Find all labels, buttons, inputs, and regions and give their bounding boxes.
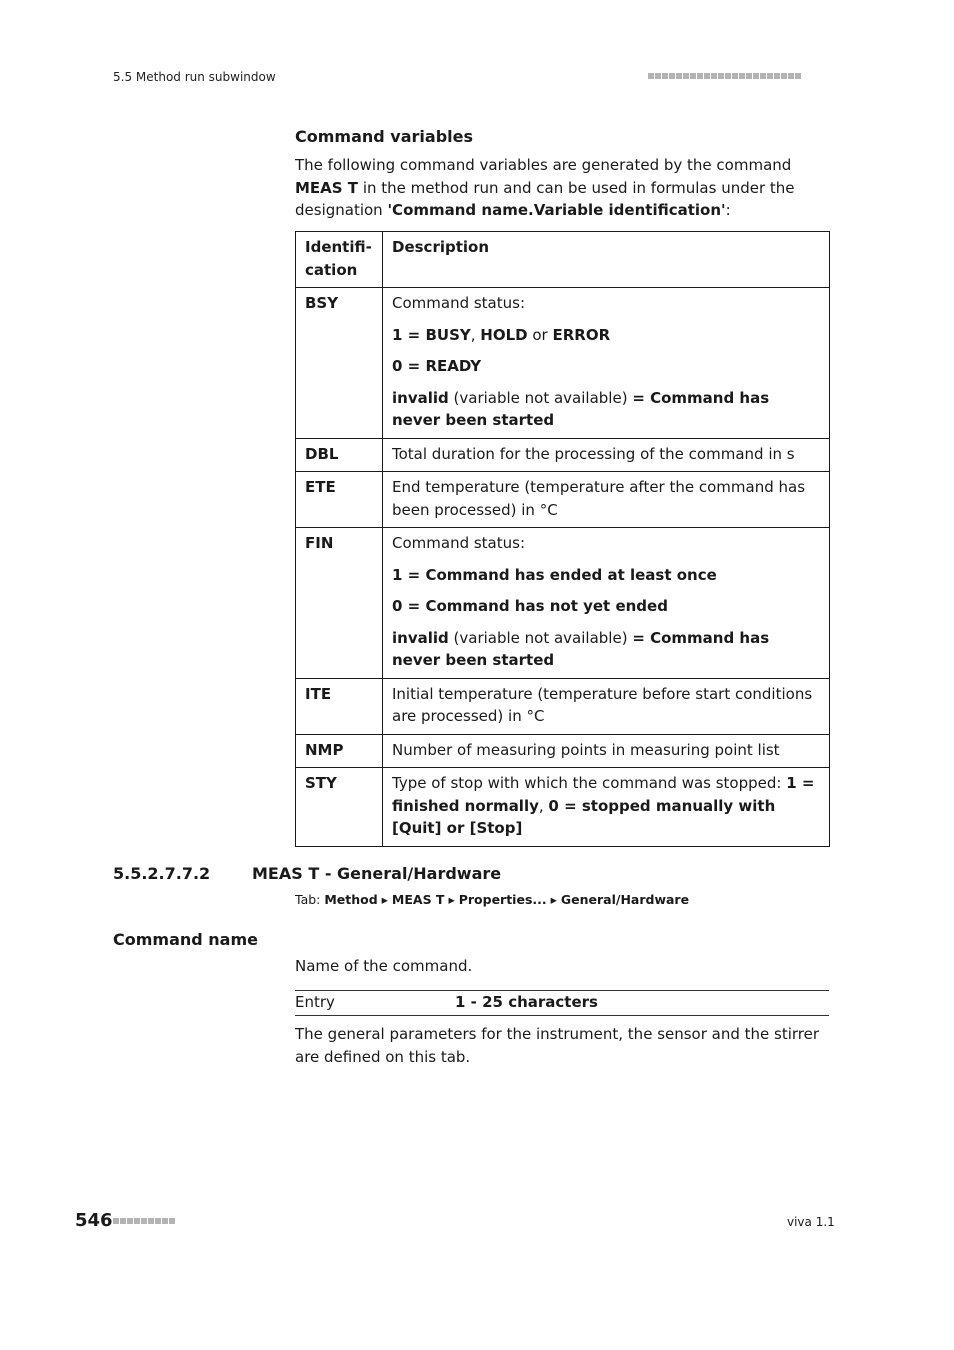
cell-id-dbl: DBL (296, 438, 383, 472)
command-variables-heading: Command variables (295, 127, 473, 146)
column-header-description: Description (383, 232, 830, 288)
table-row-ete (296, 472, 830, 528)
section-title: MEAS T - General/Hardware (252, 864, 502, 883)
header-decoration (648, 73, 801, 79)
table-row-ite (296, 678, 830, 734)
entry-label: Entry (295, 993, 335, 1011)
command-variables-table (295, 231, 830, 847)
cell-id-fin: FIN (296, 528, 383, 679)
cell-desc-fin: Command status: 1 = Command has ended at least once 0 = Command has not yet ended invalid (variable not available) = Command has never been started (383, 528, 830, 679)
cell-id-nmp: NMP (296, 734, 383, 768)
cell-id-ite: ITE (296, 678, 383, 734)
column-header-identification: Identifi-cation (296, 232, 383, 288)
entry-value: 1 - 25 characters (455, 993, 598, 1011)
table-header-row (296, 232, 830, 288)
cell-desc-ite: Initial temperature (temperature before start conditions are processed) in °C (383, 678, 830, 734)
section-number: 5.5.2.7.7.2 (113, 864, 211, 883)
table-row-sty (296, 768, 830, 847)
cell-id-ete: ETE (296, 472, 383, 528)
tab-path: Tab: Method ▸ MEAS T ▸ Properties... ▸ General/Hardware (295, 892, 690, 907)
entry-row (295, 990, 829, 1016)
table-row-nmp (296, 734, 830, 768)
running-header: 5.5 Method run subwindow (113, 70, 276, 84)
command-variables-intro: The following command variables are generated by the command MEAS T in the method run and can be used in formulas under the designation 'Command name.Variable identification': (295, 156, 795, 219)
general-description: The general parameters for the instrument, the sensor and the stirrer are defined on this tab. (295, 1025, 820, 1066)
command-name-heading: Command name (113, 930, 258, 949)
cell-desc-nmp: Number of measuring points in measuring point list (383, 734, 830, 768)
footer-decoration (113, 1218, 175, 1224)
cell-id-sty: STY (296, 768, 383, 847)
cell-desc-bsy: Command status: 1 = BUSY, HOLD or ERROR 0 = READY invalid (variable not available) = Command has never been started (383, 288, 830, 439)
product-version: viva 1.1 (787, 1215, 835, 1229)
cell-desc-ete: End temperature (temperature after the command has been processed) in °C (383, 472, 830, 528)
table-row-fin (296, 528, 830, 679)
table-row-bsy (296, 288, 830, 439)
cell-desc-dbl: Total duration for the processing of the command in s (383, 438, 830, 472)
command-name-description: Name of the command. (295, 957, 473, 975)
cell-desc-sty: Type of stop with which the command was stopped: 1 = finished normally, 0 = stopped manually with [Quit] or [Stop] (383, 768, 830, 847)
page-number: 546 (75, 1210, 113, 1231)
cell-id-bsy: BSY (296, 288, 383, 439)
table-row-dbl (296, 438, 830, 472)
